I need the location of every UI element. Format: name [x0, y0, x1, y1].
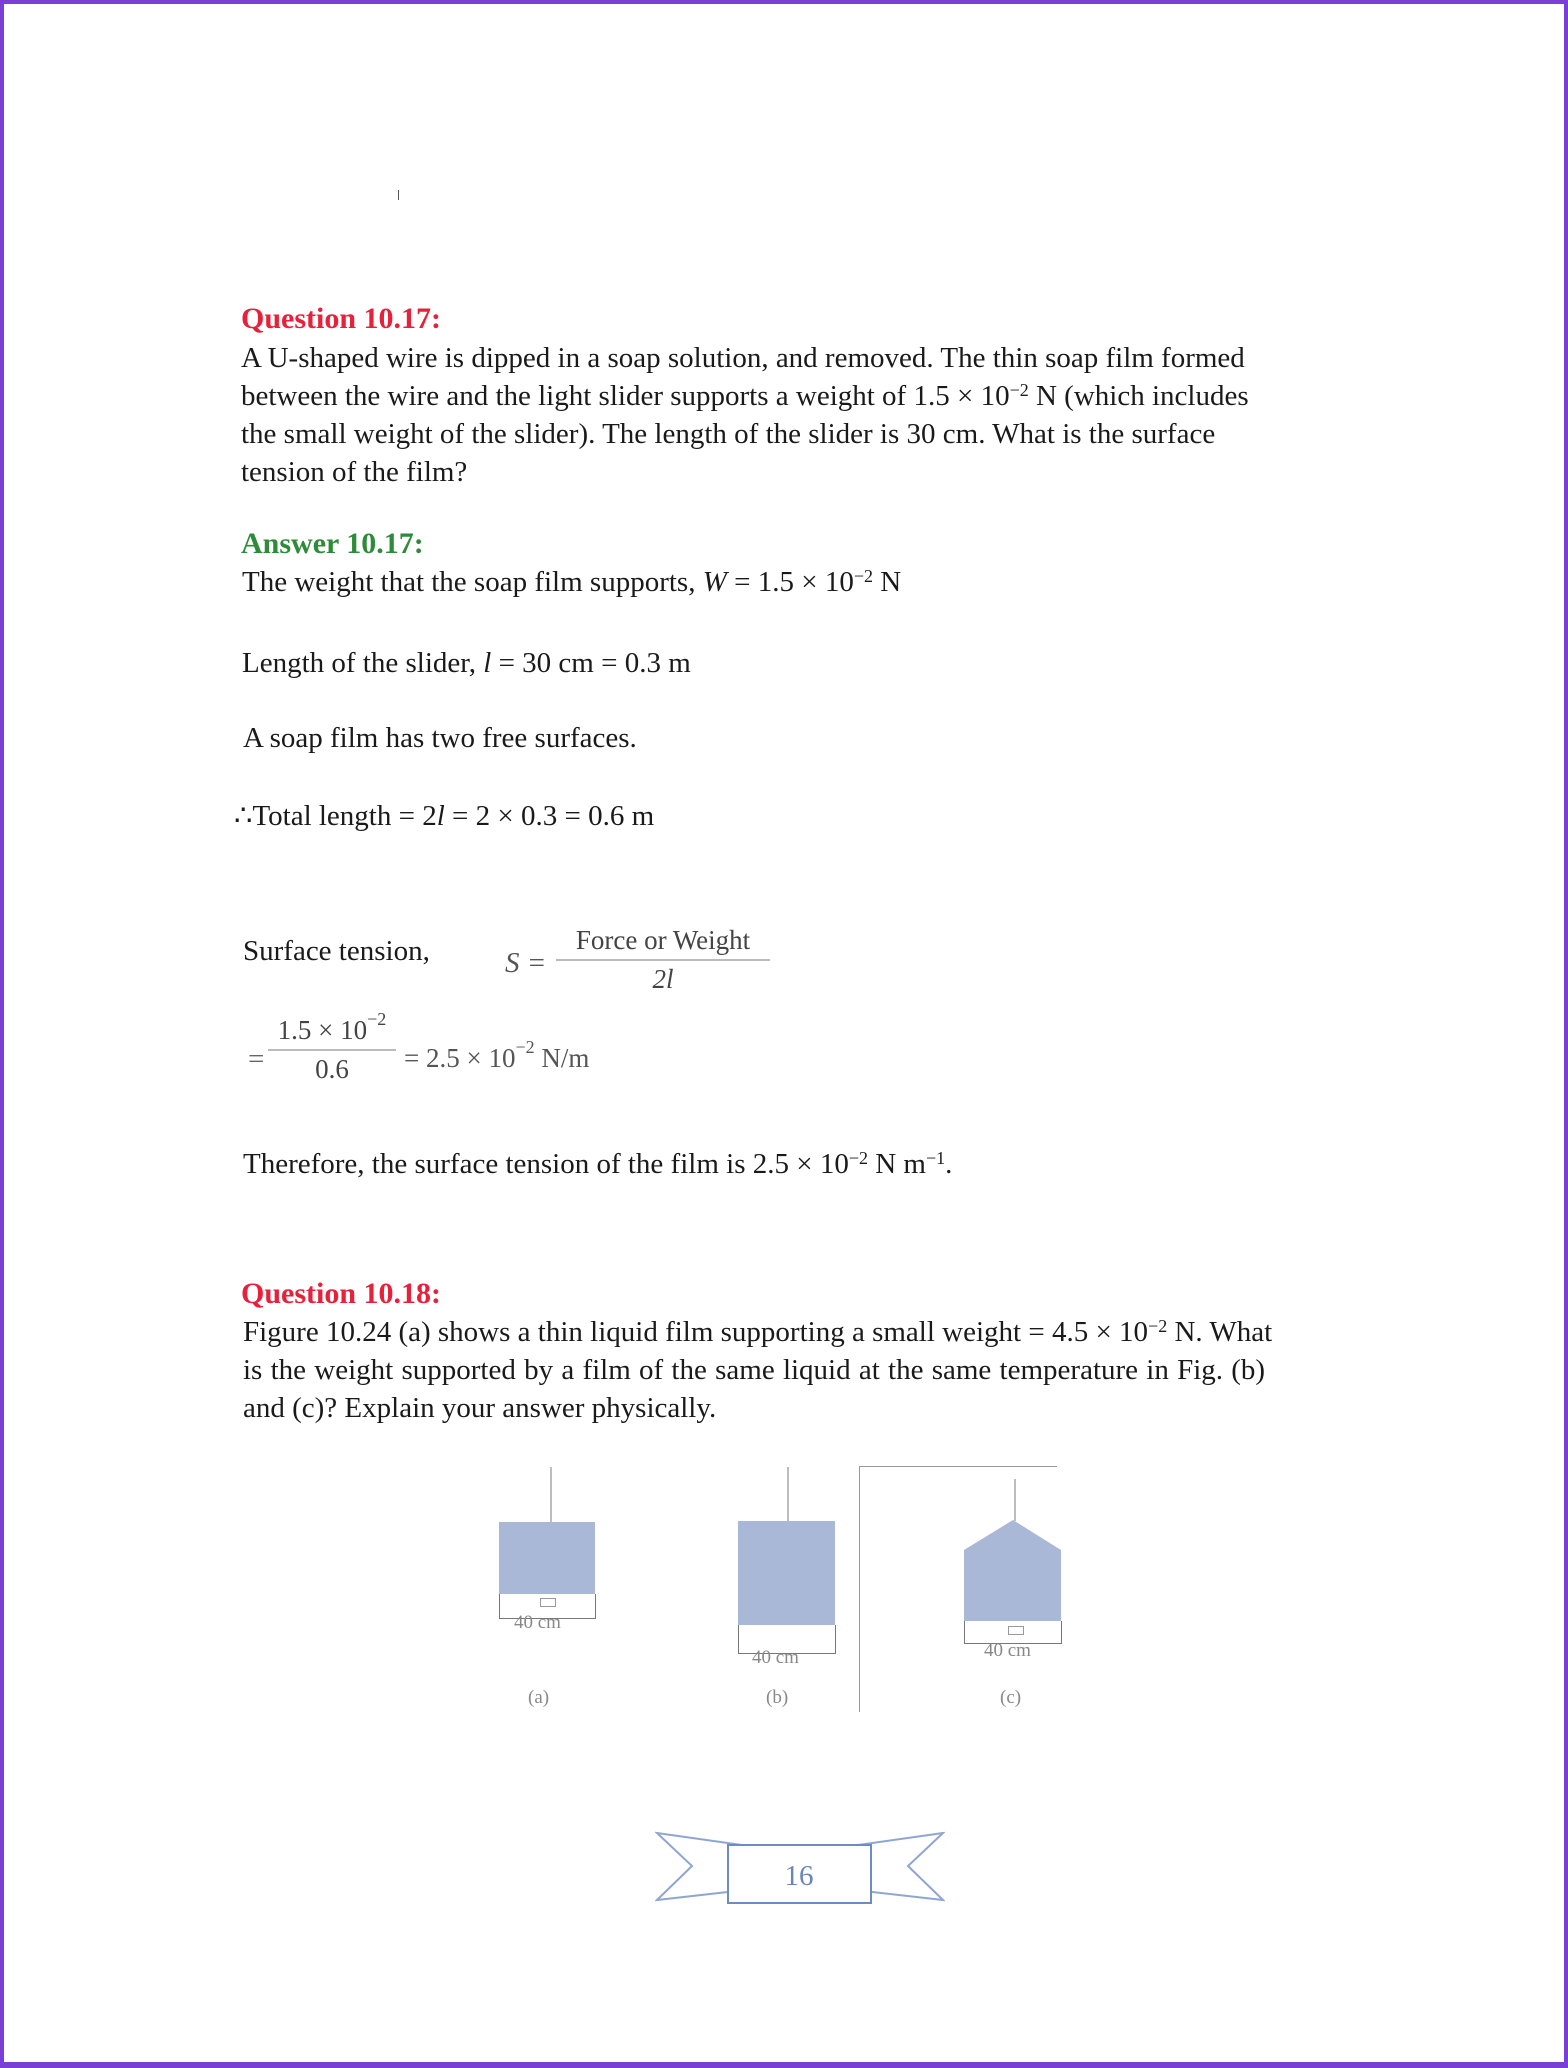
calc-num-exp: −2: [367, 1009, 387, 1029]
frame-line-left: [859, 1466, 860, 1712]
weight-line: [242, 563, 901, 601]
surfaces-line: A soap film has two free surfaces.: [243, 722, 637, 754]
conclusion-exp2: −1: [925, 1148, 946, 1168]
total-length-line: [234, 797, 654, 835]
calc-result-exp: −2: [515, 1037, 535, 1057]
calc-result: [404, 1037, 590, 1074]
conclusion-end: .: [945, 1148, 953, 1180]
panel-label-c: (c): [1000, 1687, 1022, 1708]
q17-line2-tail: N (which includes: [1028, 380, 1249, 412]
weight-var: W: [702, 566, 727, 598]
film-b: [738, 1521, 835, 1625]
question-17-line-2: [241, 377, 1249, 415]
conclusion-line: [243, 1145, 952, 1183]
weight-c: [1008, 1626, 1024, 1635]
question-17-line-3: the small weight of the slider). The length of the slider is 30 cm. What is the surface: [241, 418, 1216, 450]
length-value: = 30 cm = 0.3 m: [491, 647, 691, 679]
question-18-line-1: [243, 1313, 1272, 1351]
total-text: ∴Total length = 2: [234, 800, 437, 832]
stray-mark: [398, 190, 399, 200]
formula-fraction: [556, 925, 770, 995]
question-18-line-2: is the weight supported by a film of the same liquid at the same temperature in Fig. (b): [243, 1354, 1266, 1386]
question-18-line-3: and (c)? Explain your answer physically.: [243, 1392, 717, 1424]
question-17-line-4: tension of the film?: [241, 456, 468, 488]
answer-17-heading: Answer 10.17:: [241, 527, 424, 560]
weight-unit: N: [873, 566, 902, 598]
fraction-bar: [556, 959, 770, 961]
surface-tension-var: S =: [505, 947, 547, 979]
calc-fraction: [268, 1009, 396, 1085]
surface-tension-label: Surface tension,: [243, 935, 430, 967]
calc-equals: =: [248, 1043, 265, 1075]
film-c: [964, 1520, 1062, 1622]
calc-denominator: 0.6: [315, 1054, 349, 1084]
total-value: = 2 × 0.3 = 0.6 m: [444, 800, 655, 832]
film-a: [499, 1522, 595, 1594]
q17-exponent: −2: [1009, 380, 1029, 400]
weight-text: The weight that the soap film supports,: [242, 566, 703, 598]
conclusion-exp: −2: [848, 1148, 868, 1168]
calc-unit: N/m: [534, 1043, 590, 1073]
weight-value: = 1.5 × 10: [726, 566, 854, 598]
thread-b: [787, 1467, 789, 1522]
calc-result-text: = 2.5 × 10: [404, 1043, 516, 1073]
thread-a: [550, 1467, 552, 1522]
fraction-bar: [268, 1049, 396, 1051]
formula-denominator: 2l: [652, 964, 674, 994]
length-var: l: [483, 647, 492, 679]
length-label-b: 40 cm: [752, 1647, 799, 1668]
conclusion-unit: N m: [867, 1148, 926, 1180]
q17-line2-text: between the wire and the light slider supports a weight of 1.5 × 10: [241, 380, 1010, 412]
panel-label-a: (a): [528, 1687, 550, 1708]
total-var: l: [436, 800, 445, 832]
length-label-a: 40 cm: [514, 1612, 561, 1633]
length-text: Length of the slider,: [242, 647, 484, 679]
page-number: 16: [784, 1860, 814, 1892]
frame-line-top: [859, 1466, 1057, 1467]
panel-label-b: (b): [766, 1687, 789, 1708]
q18-exp: −2: [1148, 1316, 1168, 1336]
calc-num-text: 1.5 × 10: [277, 1015, 368, 1045]
question-18-heading: Question 10.18:: [241, 1277, 442, 1310]
q18-line1-text: Figure 10.24 (a) shows a thin liquid film supporting a small weight = 4.5 × 10: [243, 1316, 1149, 1348]
q18-line1-tail: N. What: [1167, 1316, 1273, 1348]
weight-exp: −2: [853, 566, 873, 586]
weight-a: [540, 1598, 556, 1607]
calc-numerator: [268, 1009, 396, 1046]
thread-c: [1014, 1479, 1016, 1521]
length-line: [242, 644, 691, 682]
length-label-c: 40 cm: [984, 1640, 1031, 1661]
question-17-line-1: A U-shaped wire is dipped in a soap solution, and removed. The thin soap film formed: [241, 342, 1245, 374]
question-17-heading: Question 10.17:: [241, 302, 442, 335]
formula-numerator: Force or Weight: [575, 925, 751, 955]
conclusion-text: Therefore, the surface tension of the film is 2.5 × 10: [243, 1148, 849, 1180]
